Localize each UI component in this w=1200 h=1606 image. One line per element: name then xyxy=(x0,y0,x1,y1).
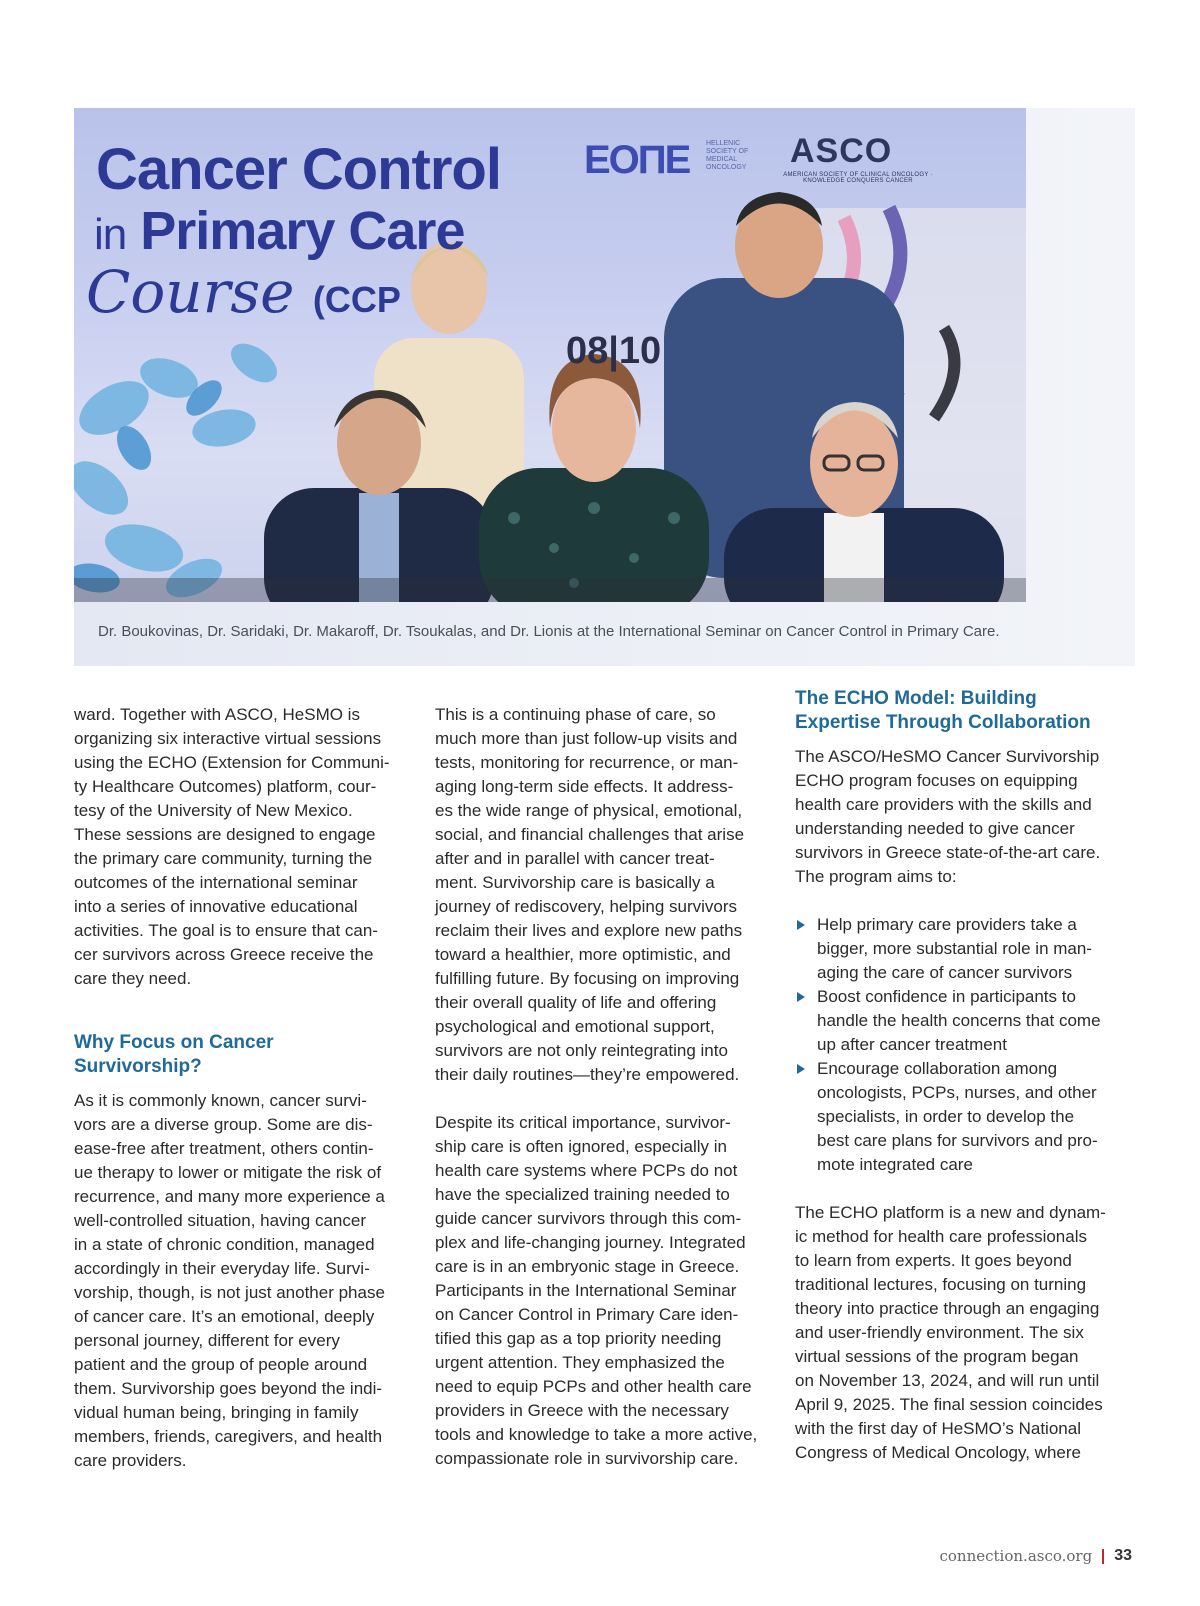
section-heading-survivorship: Why Focus on Cancer Survivorship? xyxy=(74,1032,274,1077)
col2-paragraph-2: Despite its critical importance, survivor- ship care is often ignored, especially in health care systems where PCPs do not have the specialized training needed to guide cancer survivors through this com- plex and life-changing journey. Integrated care is in an embryonic stage in Greece. Participants in the International Seminar on Cancer Control in Primary Care iden- tified this gap as a top priority needing urgent attention. They emphasized the need to equip PCPs and other health care providers in Greece with the necessary tools and knowledge to take a more active, compassionate role in survivorship care. xyxy=(435,1113,758,1468)
asco-logo-subtitle: AMERICAN SOCIETY OF CLINICAL ONCOLOGY · KNOWLEDGE CONQUERS CANCER xyxy=(783,172,933,184)
banner-course: Course xyxy=(86,258,295,326)
col3-paragraph-2: The ECHO platform is a new and dynam- ic method for health care professionals to learn from experts. It goes beyond traditional lectures, focusing on turning theory into practice through an engaging and user-friendly environment. The six virtual sessions of the program began on November 13, 2024, and will run until April 9, 2025. The final session coincides with the first day of HeSMO’s National Congress of Medical Oncology, where xyxy=(795,1203,1106,1462)
col1-paragraph-1: ward. Together with ASCO, HeSMO is organizing six interactive virtual sessions using the ECHO (Extension for Communi- ty Healthcare Outcomes) platform, cour- tesy of the University of New Mexico. These sessions are designed to engage the primary care community, turning the outcomes of the international seminar into a series of innovative educational activities. The goal is to ensure that can- cer survivors across Greece receive the care they need. xyxy=(74,705,390,988)
column-3 xyxy=(795,688,1135,1465)
banner-in: in xyxy=(94,210,127,259)
list-item: Help primary care providers take a bigger, more substantial role in man- aging the care of cancer survivors xyxy=(795,913,1135,985)
column-2 xyxy=(435,703,775,1471)
section-heading-echo-model: The ECHO Model: Building Expertise Through Collaboration xyxy=(795,688,1091,733)
footer-url[interactable]: connection.asco.org xyxy=(939,1547,1093,1565)
hesmo-logo-subtitle: HELLENIC SOCIETY OF MEDICAL ONCOLOGY xyxy=(706,140,749,171)
banner-ccp: (CCP xyxy=(312,279,401,320)
banner-primary-care: Primary Care xyxy=(140,201,465,261)
column-1 xyxy=(74,703,414,1473)
photo-block xyxy=(74,108,1135,666)
hesmo-logo: EOΠE xyxy=(584,138,690,182)
col1-paragraph-2: As it is commonly known, cancer survi- vors are a diverse group. Some are dis- ease-free after treatment, others contin- ue therapy to lower or mitigate the risk of recurrence, and many more experience a well-controlled situation, having cancer in a state of chronic condition, managed accordingly in their everyday life. Survi- vorship, though, is not just another phase of cancer care. It’s an emotional, deeply personal journey, different for every patient and the group of people around them. Survivorship goes beyond the indi- vidual human being, bringing in family members, friends, caregivers, and health care providers. xyxy=(74,1091,385,1470)
col2-paragraph-1: This is a continuing phase of care, so much more than just follow-up visits and tests, monitoring for recurrence, or man- aging long-term side effects. It address- es the wide range of physical, emotional, social, and financial challenges that arise after and in parallel with cancer treat- ment. Survivorship care is basically a journey of rediscovery, helping survivors reclaim their lives and explore new paths toward a healthier, more optimistic, and fulfilling future. By focusing on improving their overall quality of life and offering psychological and emotional support, survivors are not only reintegrating into their daily routines—they’re empowered. xyxy=(435,705,745,1084)
banner-title-line3 xyxy=(86,258,401,326)
page-footer xyxy=(940,1547,1133,1565)
banner-title-line2 xyxy=(94,200,464,262)
triangle-bullet-icon xyxy=(797,992,805,1002)
group-photo xyxy=(74,108,1026,602)
banner-date: 08|10 xyxy=(566,330,662,372)
triangle-bullet-icon xyxy=(797,920,805,930)
photo-caption: Dr. Boukovinas, Dr. Saridaki, Dr. Makaroff, Dr. Tsoukalas, and Dr. Lionis at the International Seminar on Cancer Control in Primary Care. xyxy=(98,623,1000,640)
list-item: Boost confidence in participants to handle the health concerns that come up after cancer treatment xyxy=(795,985,1135,1057)
program-aims-list xyxy=(795,913,1135,1177)
footer-divider xyxy=(1102,1549,1104,1564)
page-number: 33 xyxy=(1114,1547,1132,1564)
triangle-bullet-icon xyxy=(797,1064,805,1074)
list-item: Encourage collaboration among oncologists, PCPs, nurses, and other specialists, in order to develop the best care plans for survivors and pro- mote integrated care xyxy=(795,1057,1135,1177)
leaf-decoration xyxy=(74,336,284,602)
col3-paragraph-1: The ASCO/HeSMO Cancer Survivorship ECHO program focuses on equipping health care providers with the skills and understanding needed to give cancer survivors in Greece state-of-the-art care. The program aims to: xyxy=(795,747,1101,886)
asco-logo: ASCO xyxy=(790,132,893,170)
banner-title-line1: Cancer Control xyxy=(96,137,501,202)
